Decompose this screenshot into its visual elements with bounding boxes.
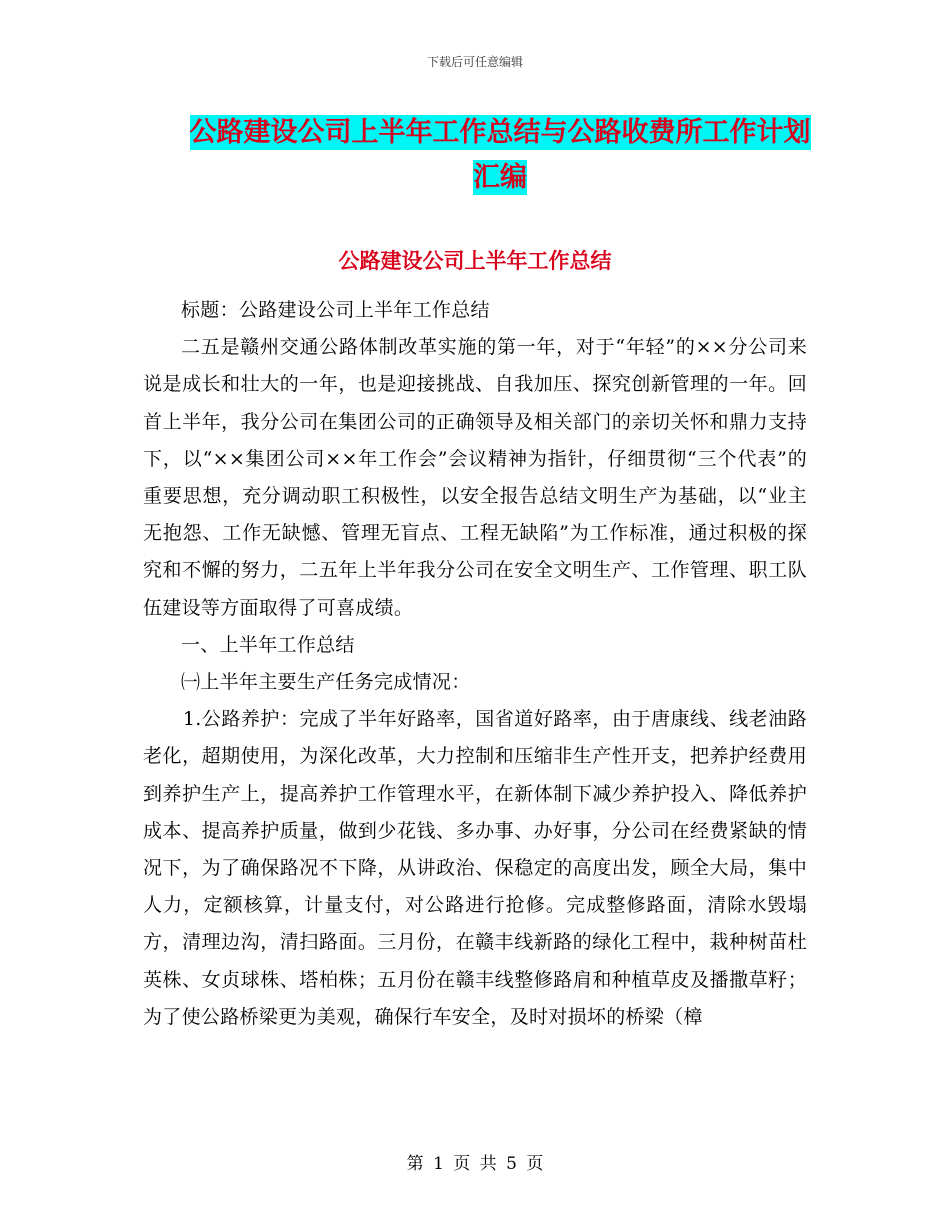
document-title (150, 110, 850, 200)
paragraph-heading-label: 标题：公路建设公司上半年工作总结 (181, 299, 490, 321)
paragraph-subsection-one: ㈠上半年主要生产任务完成情况： (181, 671, 471, 694)
paragraph-section-one: 一、上半年工作总结 (181, 633, 355, 656)
document-title-line-1: 公路建设公司上半年工作总结与公路收费所工作计划 (189, 117, 811, 148)
paragraph-intro: 二五是赣州交通公路体制改革实施的第一年，对于“年轻”的××分公司来说是成长和壮大的一年，也是迎接挑战、自我加压、探究创新管理的一年。回首上半年，我分公司在集团公司的正确领导及相关部门的亲切关怀和鼎力支持下，以“××集团公司××年工作会”会议精神为指针，仔细贯彻“三个代表”的重要思想，充分调动职工积极性，以安全报告总结文明生产为基础，以“业主无抱怨、工作无缺憾、管理无盲点、工程无缺陷”为工作标准，通过积极的探究和不懈的努力，二五年上半年我分公司在安全文明生产、工作管理、职工队伍建设等方面取得了可喜成绩。 (143, 336, 807, 619)
header-note: 下载后可任意编辑 (426, 55, 523, 69)
document-body (143, 292, 807, 1036)
page-footer: 第 1 页 共 5 页 (406, 1154, 544, 1174)
document-title-line-2: 汇编 (473, 162, 527, 193)
section-title: 公路建设公司上半年工作总结 (338, 249, 612, 273)
paragraph-road-maintenance: 1.公路养护：完成了半年好路率，国省道好路率，由于唐康线、线老油路老化，超期使用，为深化改革，大力控制和压缩非生产性开支，把养护经费用到养护生产上，提高养护工作管理水平，在新体制下减少养护投入、降低养护成本、提高养护质量，做到少花钱、多办事、办好事，分公司在经费紧缺的情况下，为了确保路况不下降，从讲政治、保稳定的高度出发，顾全大局，集中人力，定额核算，计量支付，对公路进行抢修。完成整修路面，清除水毁塌方，清理边沟，清扫路面。三月份，在赣丰线新路的绿化工程中，栽种树苗杜英株、女贞球株、塔柏株；五月份在赣丰线整修路肩和种植草皮及播撒草籽；为了使公路桥梁更为美观，确保行车安全，及时对损坏的桥梁（樟 (143, 708, 807, 1028)
